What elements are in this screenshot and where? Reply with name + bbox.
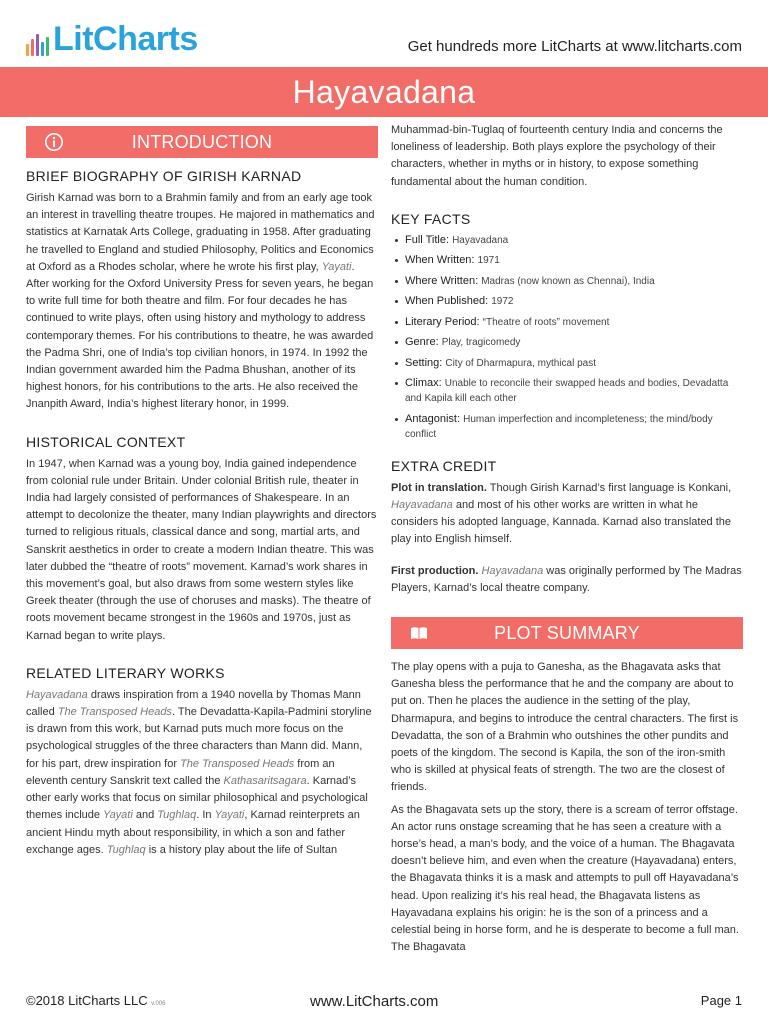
extra-credit-heading: EXTRA CREDIT xyxy=(391,457,497,474)
logo-bars-icon xyxy=(26,30,49,56)
related-works-continued: Muhammad-bin-Tuglaq of fourteenth century India and concerns the loneliness of leadership. Both plays explore the psychology of their characters, whether in myths or in history, to expose something fundamental about the human condition. xyxy=(391,124,723,188)
bio-text: Girish Karnad was born to a Brahmin family and from an early age took an interest in travelling theatre troupes. He majored in mathematics and statistics at Karnatak Arts College, graduating in 1958. After graduating he travelled to England and studied Philosophy, Politics and Economics at Oxford as a Rhodes scholar, where he wrote his first play, Yayati. After working for the Oxford University Press for seven years, he began to write full time for both theatre and film. For four decades he has continued to write plays, often using history and mythology to address contemporary themes. For his contributions to theatre, he was awarded the Padma Shri, one of India’s top civilian honors, in 1974. In 1992 the Indian government awarded him the Padma Bhushan, another of its highest honors, for his contributions to the arts. He also received the Jnanpith Award, India’s highest literary honor, in 1999. xyxy=(26,192,375,411)
book-icon xyxy=(409,623,429,643)
key-fact-item: When Published: 1972 xyxy=(391,294,743,309)
extra-credit-paragraph: First production. Hayavadana was originally performed by The Madras Players, Karnad’s local theatre company. xyxy=(391,564,742,594)
key-fact-item: Genre: Play, tragicomedy xyxy=(391,335,743,350)
right-column xyxy=(391,122,743,956)
key-fact-item: Full Title: Hayavadana xyxy=(391,233,743,248)
litcharts-logo[interactable] xyxy=(26,22,198,56)
introduction-banner xyxy=(26,126,378,158)
key-fact-item: Antagonist: Human imperfection and incompleteness; the mind/body conflict xyxy=(391,412,743,442)
key-fact-item: Literary Period: “Theatre of roots” movement xyxy=(391,315,743,330)
footer-page-number: Page 1 xyxy=(700,993,742,1008)
logo-text: LitCharts xyxy=(53,20,198,58)
related-works-text: Hayavadana draws inspiration from a 1940 novella by Thomas Mann called The Transposed Heads. The Devadatta-Kapila-Padmini storyline is drawn from this work, but Karnad puts much more focus on the psychological struggles of the three characters than Mann did. Mann, for his part, drew inspiration for The Transposed Heads from an eleventh century Sanskrit text called the Kathasaritsagara. Karnad’s other early works that focus on similar philosophical and psychological themes include Yayati and Tughlaq. In Yayati, Karnad reinterprets an ancient Hindu myth about responsibility, in which a son and father exchange ages. Tughlaq is a history play about the life of Sultan xyxy=(26,688,372,856)
extra-credit-paragraph: Plot in translation. Though Girish Karnad’s first language is Konkani, Hayavadana and most of his other works are written in what he considers his adopted language, Kannada. Karnad also translated the play into English himself. xyxy=(391,481,732,546)
info-icon xyxy=(44,132,64,152)
key-facts-list xyxy=(391,233,743,442)
key-facts-heading: KEY FACTS xyxy=(391,210,471,227)
key-fact-item: Setting: City of Dharmapura, mythical past xyxy=(391,356,743,371)
footer-copyright: ©2018 LitCharts LLC v.006 xyxy=(26,993,166,1008)
bio-heading: BRIEF BIOGRAPHY OF GIRISH KARNAD xyxy=(26,168,302,184)
historical-context-text: In 1947, when Karnad was a young boy, India gained independence from colonial rule under Britain. Under colonial British rule, theater in India had largely consisted of performances of Shakespeare. In an attempt to decolonize the theater, many Indian playwrights and directors turned to religious rituals, classical dance and song, martial arts, and Sanskrit aesthetics in order to create a modern Indian theatre. This was later dubbed the “theatre of roots” movement. Karnad’s work shares in this movement’s goal, but also draws from some western styles like Greek theater (through the use of choruses and masks). The theatre of roots movement became strongest in the 1960s and 1970s, just as Karnad began to write plays. xyxy=(26,457,377,642)
key-fact-item: Where Written: Madras (now known as Chennai), India xyxy=(391,274,743,289)
plot-summary-banner xyxy=(391,617,743,649)
plot-summary-paragraph: As the Bhagavata sets up the story, there is a scream of terror offstage. An actor runs onstage screaming that he has seen a creature with a horse’s head, a man’s body, and the voice of a human. The Bhagavata doesn’t believe him, and even when the creature (Hayavadana) enters, the Bhagavata thinks it is a mask and attempts to pull off Hayavadana’s head. Upon realizing it’s his real head, the Bhagavata listens as Hayavadana explains his origin: he is the son of a princess and a celestial being in horse form, and he is desperate to become a full man. The Bhagavata xyxy=(391,803,739,954)
key-fact-item: When Written: 1971 xyxy=(391,253,743,268)
plot-summary-banner-label: PLOT SUMMARY xyxy=(494,622,640,643)
historical-context-heading: HISTORICAL CONTEXT xyxy=(26,433,186,450)
header xyxy=(0,0,768,72)
introduction-banner-label: INTRODUCTION xyxy=(131,131,273,152)
footer-site-link[interactable]: www.LitCharts.com xyxy=(310,993,439,1010)
header-tagline[interactable]: Get hundreds more LitCharts at www.litcharts.com xyxy=(407,38,742,55)
footer-version: v.006 xyxy=(151,1001,166,1007)
title-bar xyxy=(0,67,768,117)
page-title: Hayavadana xyxy=(292,73,476,110)
left-column xyxy=(26,126,378,859)
key-fact-item: Climax: Unable to reconcile their swapped heads and bodies, Devadatta and Kapila kill each other xyxy=(391,376,743,406)
related-works-heading: RELATED LITERARY WORKS xyxy=(26,664,225,681)
plot-summary-paragraph: The play opens with a puja to Ganesha, as the Bhagavata asks that Ganesha bless the performance that he and the company are about to put on. Then he places the audience in the setting of the play, Dharmapura, and begins to introduce the central characters. The first is Devadatta, the son of a Brahmin who outshines the other pundits and poets of the kingdom. The second is Kapila, the son of the iron-smith who is skilled at physical feats of strength. The two are the closest of friends. xyxy=(391,661,739,794)
